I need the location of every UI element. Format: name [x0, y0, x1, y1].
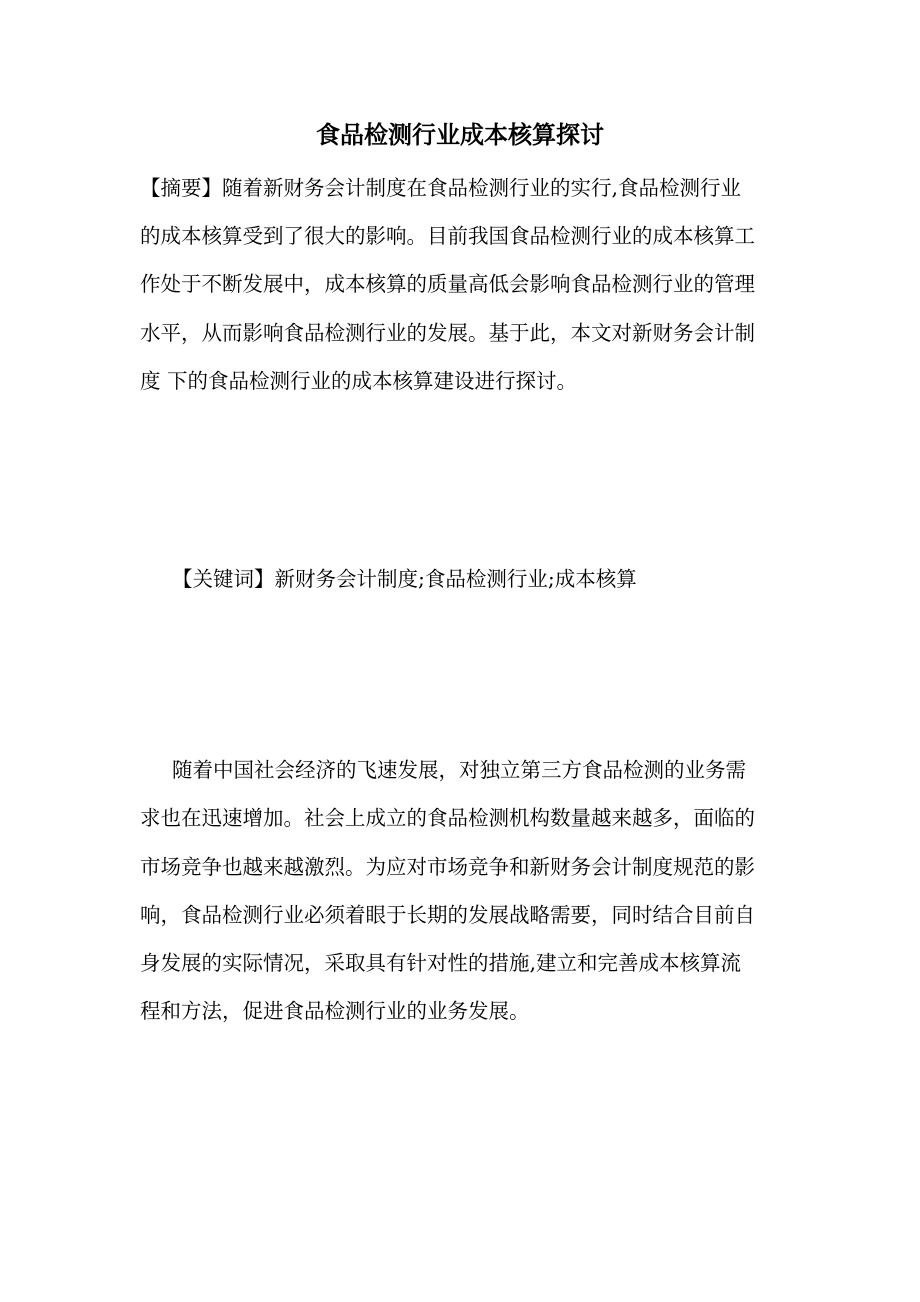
body-line-6: 程和方法，促进食品检测行业的业务发展。: [140, 999, 530, 1023]
body-line-4: 响，食品检测行业必须着眼于长期的发展战略需要，同时结合目前自: [140, 903, 755, 927]
keywords-line: 【关键词】新财务会计制度;食品检测行业;成本核算: [172, 567, 637, 591]
abstract-line-3: 作处于不断发展中，成本核算的质量高低会影响食品检测行业的管理: [140, 272, 755, 296]
abstract-line-2: 的成本核算受到了很大的影响。目前我国食品检测行业的成本核算工: [140, 224, 755, 248]
abstract-line-5: 度 下的食品检测行业的成本核算建设进行探讨。: [140, 369, 578, 393]
body-line-3: 市场竞争也越来越激烈。为应对市场竞争和新财务会计制度规范的影: [140, 855, 755, 879]
abstract-line-4: 水平，从而影响食品检测行业的发展。基于此，本文对新财务会计制: [140, 321, 755, 345]
abstract-line-1: 【摘要】随着新财务会计制度在食品检测行业的实行,食品检测行业: [140, 176, 742, 200]
body-line-1: 随着中国社会经济的飞速发展，对独立第三方食品检测的业务需: [172, 758, 746, 782]
body-line-2: 求也在迅速增加。社会上成立的食品检测机构数量越来越多，面临的: [140, 806, 755, 830]
body-line-5: 身发展的实际情况，采取具有针对性的措施,建立和完善成本核算流: [140, 951, 742, 975]
document-title: 食品检测行业成本核算探讨: [316, 120, 604, 149]
